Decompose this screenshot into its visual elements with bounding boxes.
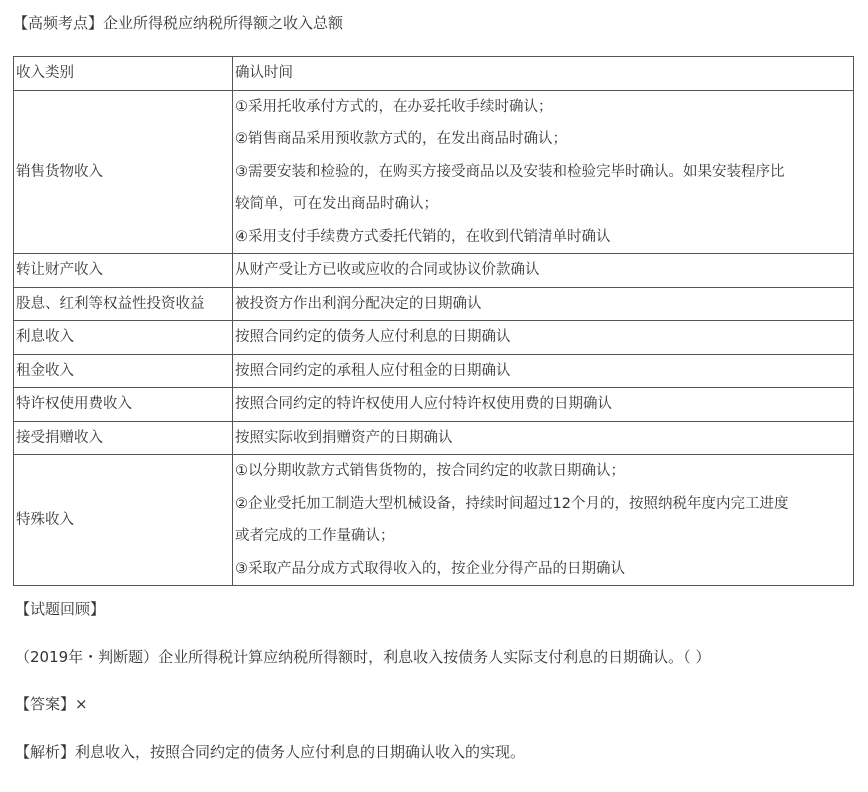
table-row bbox=[14, 388, 854, 422]
row-category: 接受捐赠收入 bbox=[14, 421, 233, 455]
row-recognition: 被投资方作出利润分配决定的日期确认 bbox=[233, 287, 854, 321]
table-row bbox=[14, 254, 854, 288]
answer-text: 【答案】× bbox=[15, 695, 88, 713]
row-line: ①采用托收承付方式的，在办妥托收手续时确认； bbox=[235, 98, 553, 115]
table-row bbox=[14, 455, 854, 586]
row-line: ②企业受托加工制造大型机械设备，持续时间超过12个月的，按照纳税年度内完工进度 bbox=[235, 495, 789, 512]
income-table bbox=[13, 56, 854, 586]
table-row bbox=[14, 287, 854, 321]
row-line: 较简单，可在发出商品时确认； bbox=[235, 196, 438, 212]
question-text: （2019年・判断题）企业所得税计算应纳税所得额时，利息收入按债务人实际支付利息的日期确认。（ ） bbox=[15, 648, 711, 666]
table-row bbox=[14, 90, 854, 254]
table-row bbox=[14, 321, 854, 355]
row-recognition: 按照合同约定的特许权使用人应付特许权使用费的日期确认 bbox=[233, 388, 854, 422]
row-recognition: 从财产受让方已收或应收的合同或协议价款确认 bbox=[233, 254, 854, 288]
header-category: 收入类别 bbox=[14, 57, 233, 91]
row-recognition-cell bbox=[233, 455, 854, 586]
row-category: 租金收入 bbox=[14, 354, 233, 388]
row-category: 销售货物收入 bbox=[14, 90, 233, 254]
table-row bbox=[14, 354, 854, 388]
header-recognition-time: 确认时间 bbox=[233, 57, 854, 91]
row-line: ④采用支付手续费方式委托代销的，在收到代销清单时确认 bbox=[235, 228, 611, 245]
row-recognition: 按照实际收到捐赠资产的日期确认 bbox=[233, 421, 854, 455]
row-line: ②销售商品采用预收款方式的，在发出商品时确认； bbox=[235, 131, 567, 147]
row-category: 特殊收入 bbox=[14, 455, 233, 586]
row-line: ①以分期收款方式销售货物的，按合同约定的收款日期确认； bbox=[235, 463, 625, 479]
row-recognition: 按照合同约定的承租人应付租金的日期确认 bbox=[233, 354, 854, 388]
row-line: 或者完成的工作量确认； bbox=[235, 528, 395, 544]
row-recognition: 按照合同约定的债务人应付利息的日期确认 bbox=[233, 321, 854, 355]
page-title: 【高频考点】企业所得税应纳税所得额之收入总额 bbox=[13, 14, 344, 32]
review-label: 【试题回顾】 bbox=[15, 600, 106, 618]
row-line: ③采取产品分成方式取得收入的，按企业分得产品的日期确认 bbox=[235, 560, 625, 577]
table-header-row bbox=[14, 57, 854, 91]
row-category: 股息、红利等权益性投资收益 bbox=[14, 287, 233, 321]
row-line: ③需要安装和检验的，在购买方接受商品以及安装和检验完毕时确认。如果安装程序比 bbox=[235, 163, 785, 180]
analysis-text: 【解析】利息收入，按照合同约定的债务人应付利息的日期确认收入的实现。 bbox=[15, 743, 526, 761]
row-category: 特许权使用费收入 bbox=[14, 388, 233, 422]
row-recognition-cell bbox=[233, 90, 854, 254]
table-row bbox=[14, 421, 854, 455]
row-category: 转让财产收入 bbox=[14, 254, 233, 288]
row-category: 利息收入 bbox=[14, 321, 233, 355]
